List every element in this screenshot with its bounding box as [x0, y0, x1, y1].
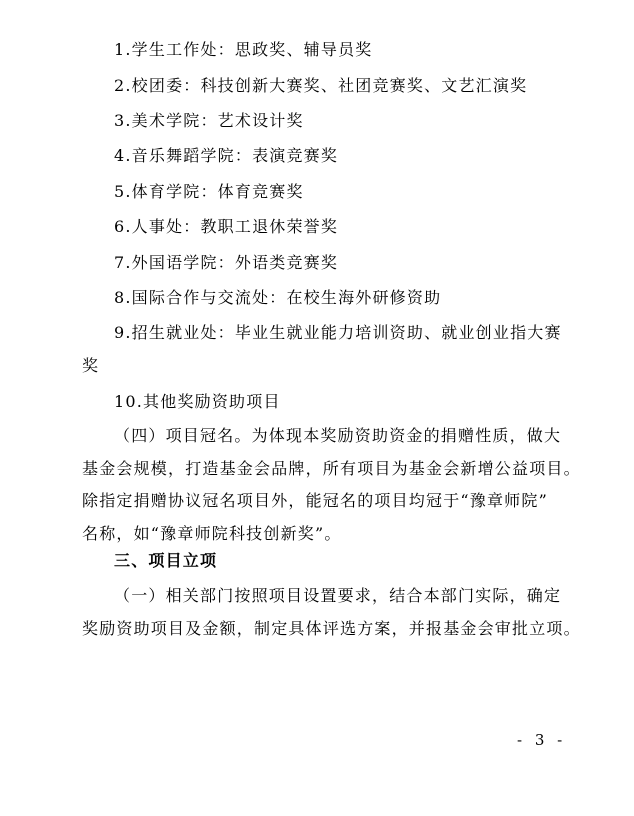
page-number: - 3 -: [517, 731, 567, 749]
list-item-5: 5.体育学院：体育竞赛奖: [114, 182, 304, 201]
list-item-1: 1.学生工作处：思政奖、辅导员奖: [114, 40, 373, 59]
section-paragraph-line-1: （一）相关部门按照项目设置要求，结合本部门实际，确定: [114, 586, 562, 605]
list-item-10: 10.其他奖励资助项目: [114, 392, 281, 411]
list-item-7: 7.外国语学院：外语类竞赛奖: [114, 253, 339, 272]
section-heading: 三、项目立项: [114, 551, 218, 570]
list-item-4: 4.音乐舞蹈学院：表演竞赛奖: [114, 146, 339, 165]
naming-paragraph-line-2: 基金会规模，打造基金会品牌，所有项目为基金会新增公益项目。: [82, 459, 581, 478]
list-item-3: 3.美术学院：艺术设计奖: [114, 111, 304, 130]
list-item-2: 2.校团委：科技创新大赛奖、社团竞赛奖、文艺汇演奖: [114, 76, 528, 95]
naming-paragraph-line-4: 名称，如“豫章师院科技创新奖”。: [82, 524, 342, 543]
section-paragraph-line-2: 奖励资助项目及金额，制定具体评选方案，并报基金会审批立项。: [82, 619, 581, 638]
naming-paragraph-line-1: （四）项目冠名。为体现本奖励资助资金的捐赠性质，做大: [114, 426, 562, 445]
naming-paragraph-line-3: 除指定捐赠协议冠名项目外，能冠名的项目均冠于“豫章师院”: [82, 491, 548, 510]
list-item-6: 6.人事处：教职工退休荣誉奖: [114, 217, 339, 236]
list-item-9-continuation: 奖: [82, 356, 100, 375]
list-item-9: 9.招生就业处：毕业生就业能力培训资助、就业创业指大赛: [114, 323, 562, 342]
list-item-8: 8.国际合作与交流处：在校生海外研修资助: [114, 288, 442, 307]
